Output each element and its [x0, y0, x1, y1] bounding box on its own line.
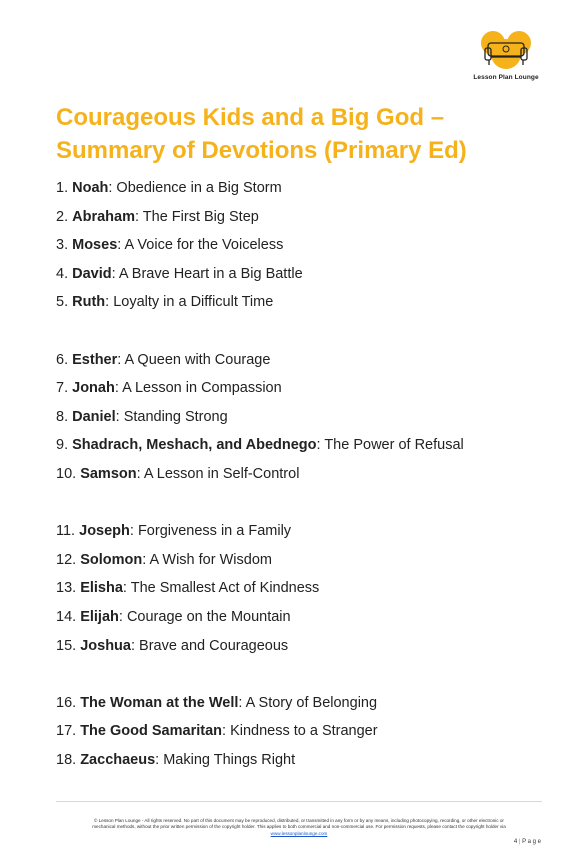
item-description: : The Power of Refusal [316, 437, 464, 454]
list-item [56, 262, 536, 291]
list-spacer [56, 319, 536, 348]
devotion-list [56, 176, 536, 776]
item-name: Abraham [72, 208, 135, 225]
item-name: Esther [72, 351, 118, 368]
item-name: Samson [80, 465, 137, 482]
list-item [56, 605, 536, 634]
list-item [56, 719, 536, 748]
page-number-value: 4 [513, 839, 518, 845]
item-description: : Kindness to a Stranger [222, 723, 378, 740]
list-item [56, 691, 536, 720]
list-item [56, 376, 536, 405]
copyright-notice [56, 818, 542, 837]
item-name: Solomon [80, 551, 143, 568]
list-item [56, 634, 536, 663]
item-number: 2. [56, 208, 69, 225]
item-description: : A Lesson in Compassion [114, 380, 282, 397]
item-number: 16. [56, 694, 77, 711]
list-spacer [56, 662, 536, 691]
copyright-line-1: © Lesson Plan Lounge - All rights reserved. No part of this document may be reproduced, distributed, or transmitted in any form or by any means, including photocopying, recording, or other electronic or [94, 818, 504, 823]
item-name: Elisha [80, 580, 123, 597]
item-name: David [72, 265, 112, 282]
item-description: : A Wish for Wisdom [142, 551, 272, 568]
brand-logo [473, 30, 539, 86]
item-description: : The First Big Step [134, 208, 259, 225]
list-item [56, 462, 536, 491]
title-line-2: Summary of Devotions (Primary Ed) [56, 137, 467, 164]
item-description: : A Queen with Courage [117, 351, 271, 368]
item-name: Zacchaeus [80, 751, 156, 768]
list-item [56, 433, 536, 462]
list-item [56, 205, 536, 234]
item-name: Jonah [72, 380, 115, 397]
item-description: : Making Things Right [155, 751, 296, 768]
item-number: 1. [56, 180, 69, 196]
page-separator: | [517, 839, 523, 845]
item-number: 10. [56, 465, 81, 482]
item-name: Joseph [79, 523, 130, 540]
page-title [56, 101, 536, 167]
item-number: 18. [56, 751, 77, 768]
item-number: 8. [56, 408, 69, 425]
list-item [56, 548, 536, 577]
item-number: 17. [56, 723, 77, 740]
list-item [56, 176, 536, 205]
list-item [56, 290, 536, 319]
item-description: : Forgiveness in a Family [129, 523, 292, 540]
item-description: : A Brave Heart in a Big Battle [111, 265, 303, 282]
sofa-icon [479, 30, 533, 74]
item-description: : Obedience in a Big Storm [108, 180, 282, 196]
item-name: The Good Samaritan [80, 723, 223, 740]
logo-text: Lesson Plan Lounge [473, 74, 539, 81]
page-number [514, 839, 541, 845]
list-item [56, 233, 536, 262]
list-item [56, 405, 536, 434]
copyright-line-2: mechanical methods, without the prior written permission of the copyright holder. This applies to both commercial and non-commercial use. For permission requests, please contact the copyright holder via [92, 824, 506, 830]
item-name: Noah [72, 180, 109, 196]
item-name: Shadrach, Meshach, and Abednego [72, 437, 317, 454]
item-number: 6. [56, 351, 69, 368]
item-name: Moses [72, 237, 118, 254]
item-number: 5. [56, 294, 69, 311]
item-name: Daniel [72, 408, 116, 425]
item-description: : Courage on the Mountain [118, 608, 291, 625]
item-number: 7. [56, 380, 69, 397]
footer-divider [56, 801, 542, 802]
item-number: 11. [56, 523, 76, 540]
item-number: 4. [56, 265, 69, 282]
list-item [56, 348, 536, 377]
item-number: 15. [56, 637, 77, 654]
item-number: 12. [56, 551, 77, 568]
item-description: : Loyalty in a Difficult Time [105, 294, 274, 311]
item-number: 9. [56, 437, 69, 454]
item-number: 13. [56, 580, 77, 597]
list-item [56, 576, 536, 605]
item-name: The Woman at the Well [80, 694, 239, 711]
item-description: : A Voice for the Voiceless [117, 237, 284, 254]
item-name: Ruth [72, 294, 106, 311]
list-spacer [56, 491, 536, 520]
title-line-1: Courageous Kids and a Big God – [56, 104, 445, 131]
item-description: : A Lesson in Self-Control [136, 465, 300, 482]
list-item [56, 519, 536, 548]
item-description: : Brave and Courageous [130, 637, 289, 654]
item-name: Elijah [80, 608, 119, 625]
item-number: 14. [56, 608, 77, 625]
website-link[interactable]: www.lessonplanlounge.com [270, 830, 328, 836]
item-name: Joshua [80, 637, 131, 654]
item-number: 3. [56, 237, 69, 254]
page-label: P a g e [522, 839, 541, 845]
item-description: : A Story of Belonging [238, 694, 378, 711]
list-item [56, 748, 536, 777]
item-description: : Standing Strong [115, 408, 228, 425]
item-description: : The Smallest Act of Kindness [122, 580, 320, 597]
